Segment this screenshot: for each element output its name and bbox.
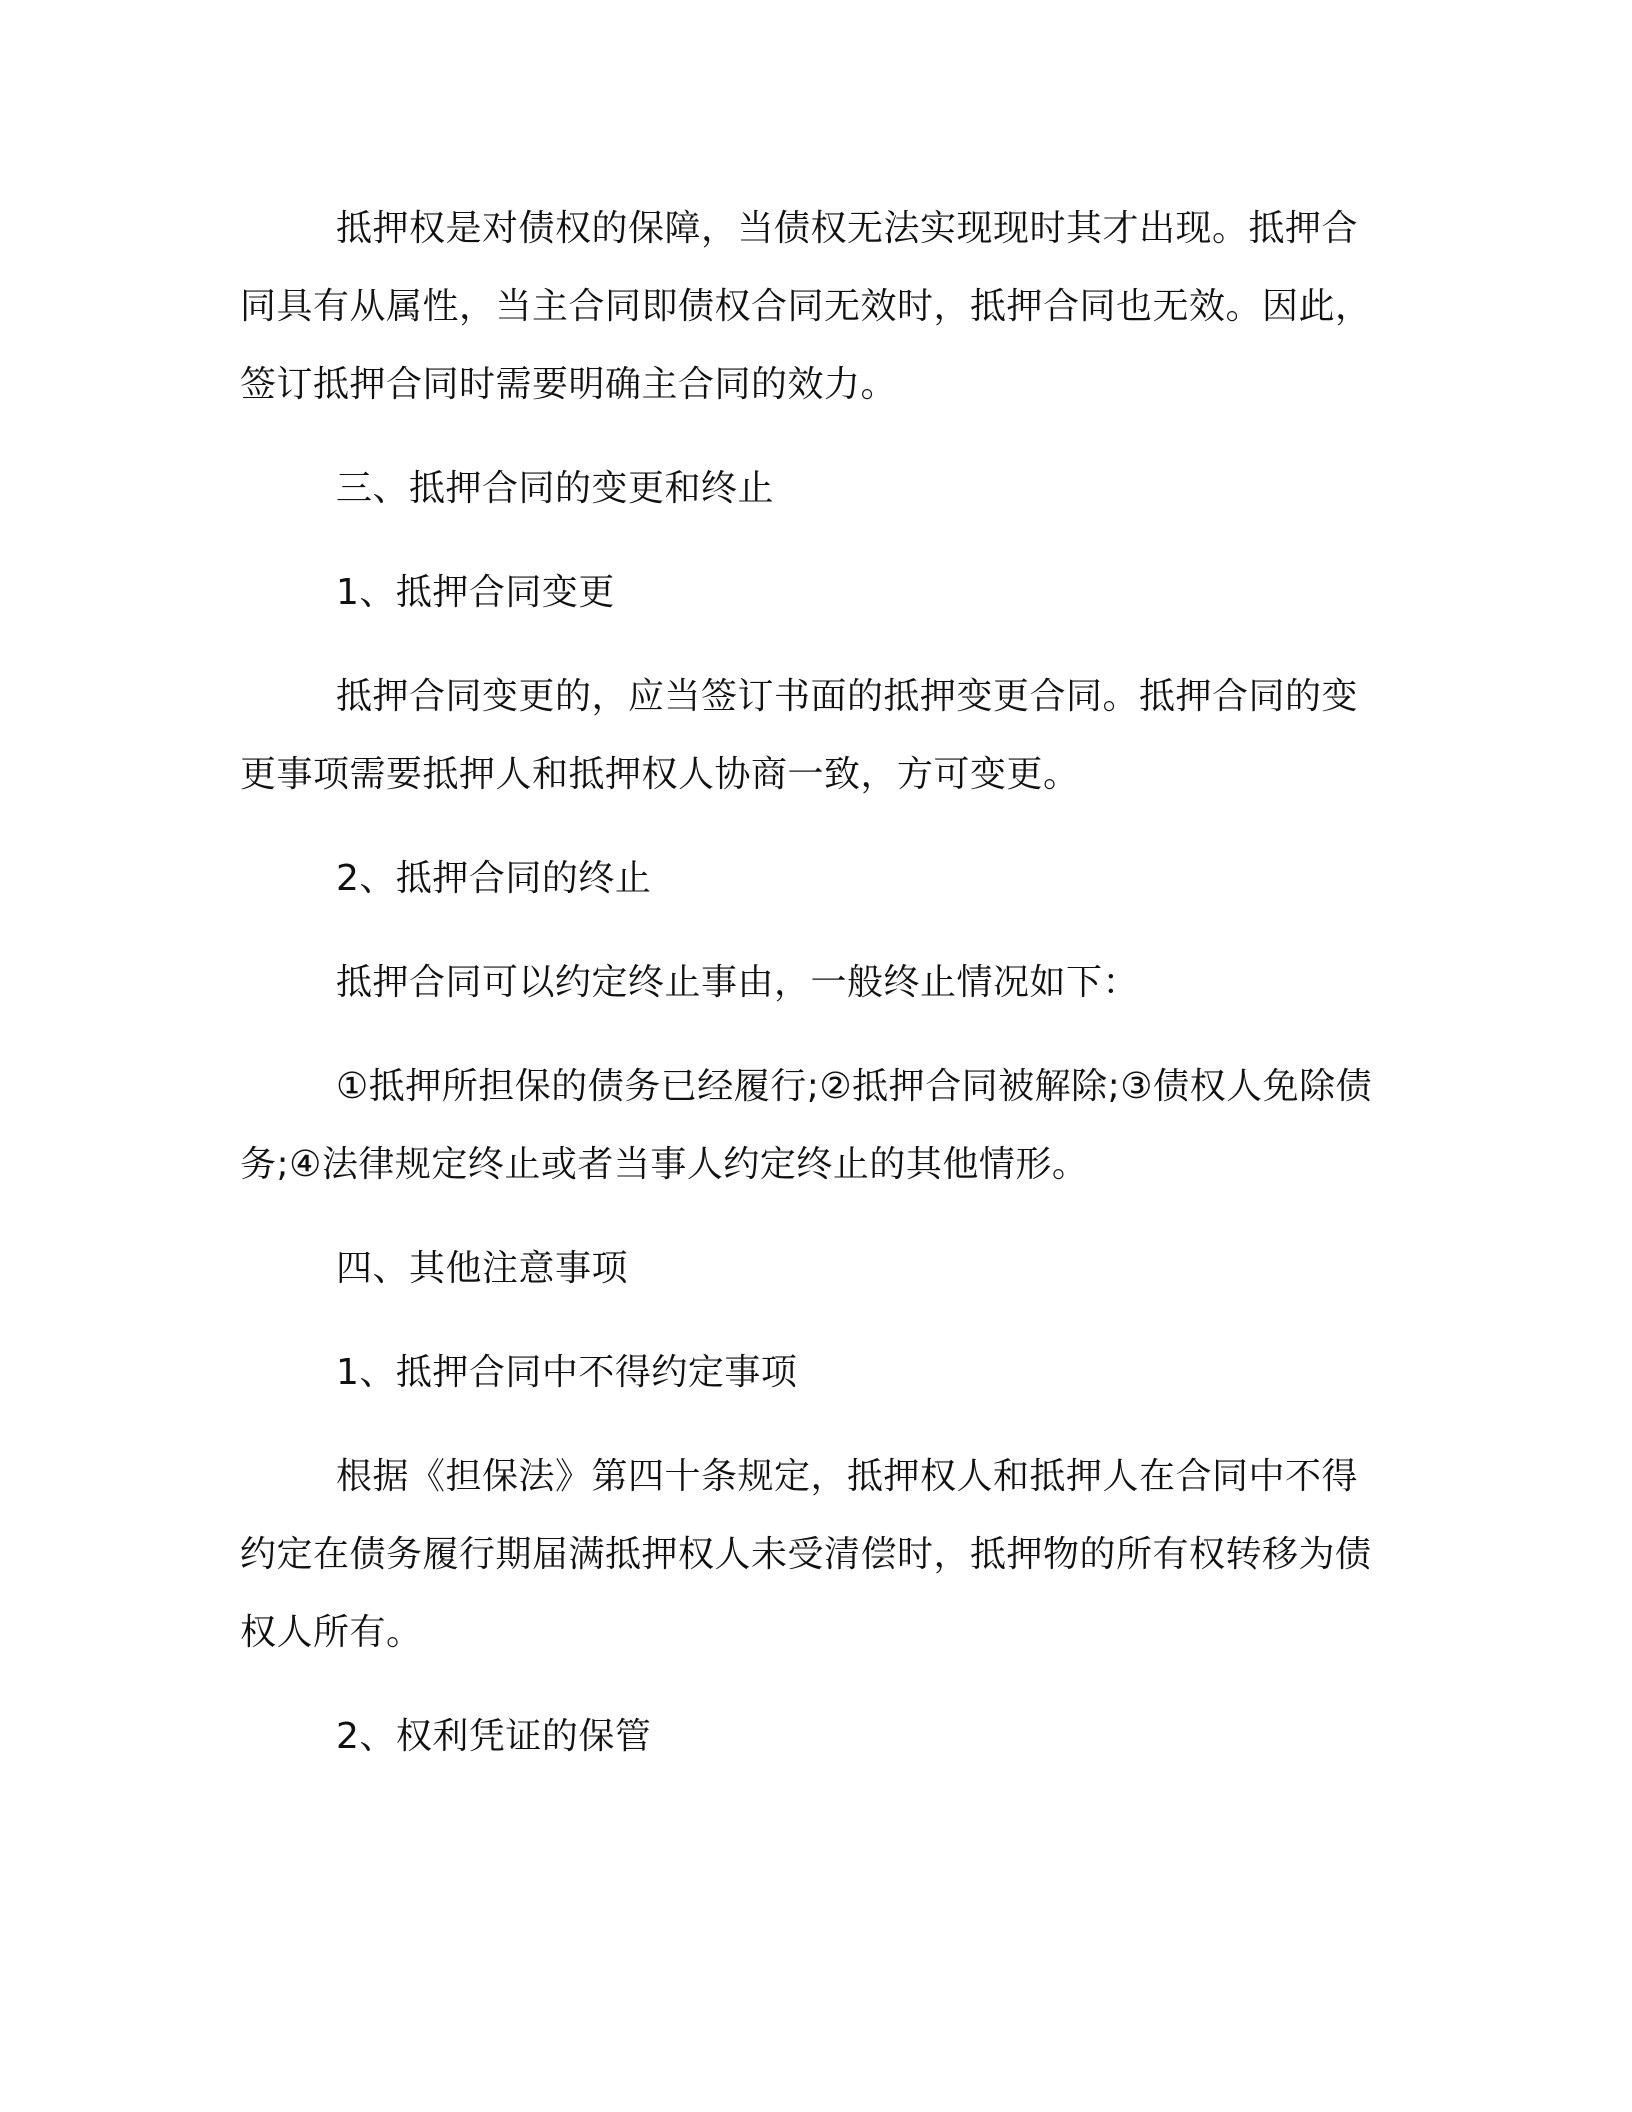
subheading-contract-change: 1、抵押合同变更 — [336, 572, 615, 613]
document-body — [240, 190, 1390, 1802]
section-heading-change-termination: 三、抵押合同的变更和终止 — [336, 468, 775, 509]
subheading-prohibited-terms: 1、抵押合同中不得约定事项 — [336, 1352, 798, 1393]
paragraph-mortgage-guarantee: 抵押权是对债权的保障，当债权无法实现现时其才出现。抵押合同具有从属性，当主合同即债权合同无效时，抵押合同也无效。因此，签订抵押合同时需要明确主合同的效力。 — [240, 208, 1372, 405]
paragraph-guarantee-law-article: 根据《担保法》第四十条规定，抵押权人和抵押人在合同中不得约定在债务履行期届满抵押权人未受清偿时，抵押物的所有权转移为债权人所有。 — [240, 1456, 1372, 1653]
paragraph-termination-intro: 抵押合同可以约定终止事由，一般终止情况如下： — [336, 962, 1140, 1003]
subheading-contract-termination: 2、抵押合同的终止 — [336, 858, 652, 899]
paragraph-contract-change: 抵押合同变更的，应当签订书面的抵押变更合同。抵押合同的变更事项需要抵押人和抵押权人协商一致，方可变更。 — [240, 676, 1359, 795]
section-heading-other-notes: 四、其他注意事项 — [336, 1248, 629, 1289]
paragraph-termination-list: ①抵押所担保的债务已经履行;②抵押合同被解除;③债权人免除债务;④法律规定终止或者当事人约定终止的其他情形。 — [240, 1066, 1373, 1185]
subheading-certificate-custody: 2、权利凭证的保管 — [336, 1716, 652, 1757]
